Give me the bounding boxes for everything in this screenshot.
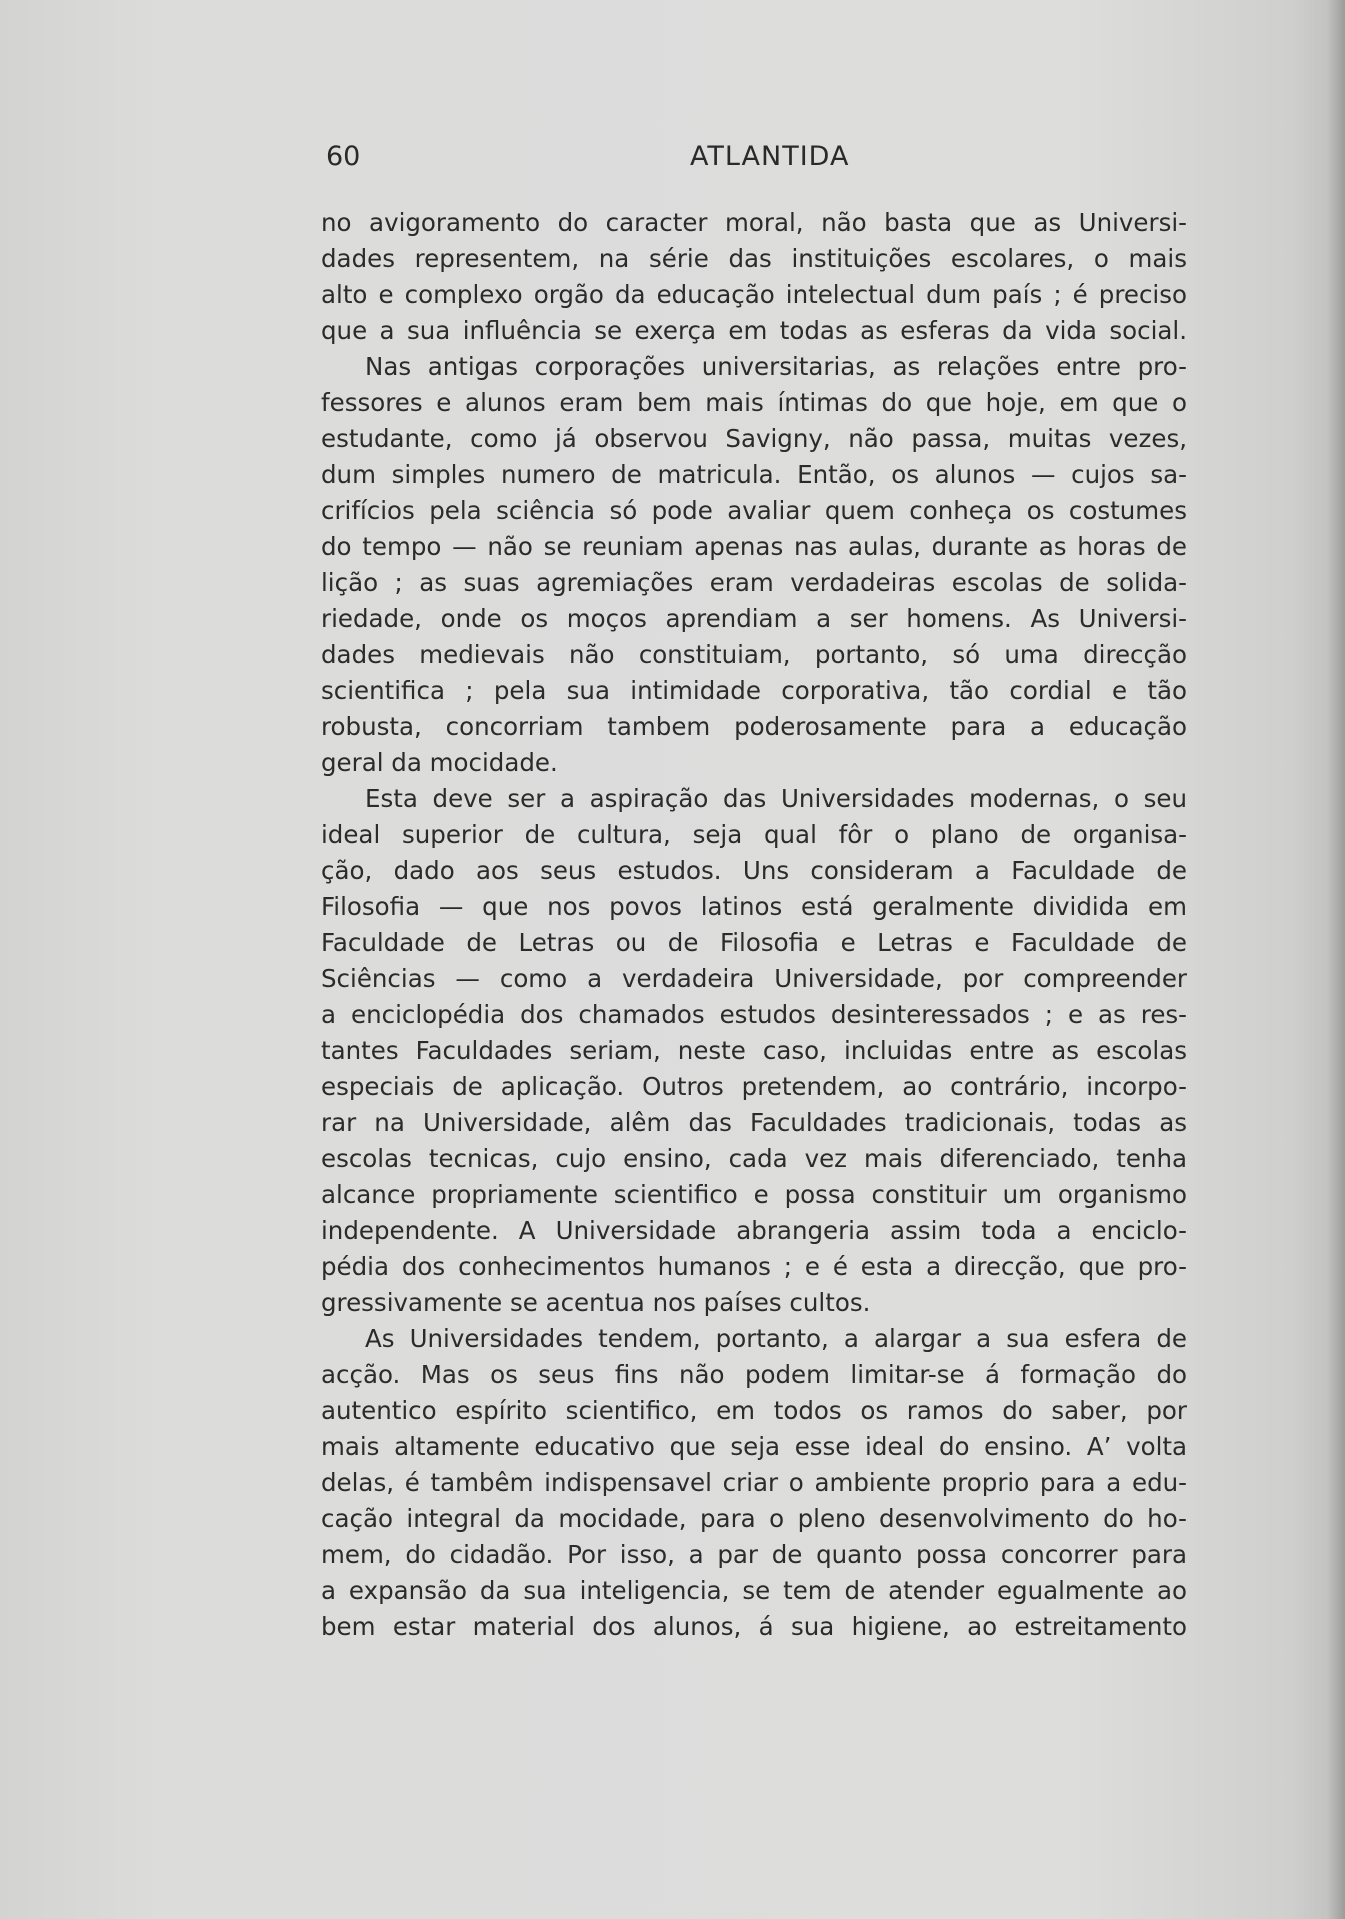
text-line: pédia dos conhecimentos humanos ; e é esta a direcção, que pro- <box>321 1252 1187 1281</box>
text-line: do tempo — não se reuniam apenas nas aulas, durante as horas de <box>321 532 1187 561</box>
text-line: bem estar material dos alunos, á sua higiene, ao estreitamento <box>321 1612 1187 1641</box>
text-line: Nas antigas corporações universitarias, as relações entre pro- <box>365 352 1187 381</box>
text-line: Esta deve ser a aspiração das Universidades modernas, o seu <box>365 784 1187 813</box>
text-line: tantes Faculdades seriam, neste caso, incluidas entre as escolas <box>321 1036 1187 1065</box>
text-line: delas, é tambêm indispensavel criar o ambiente proprio para a edu- <box>321 1468 1187 1497</box>
text-line: acção. Mas os seus fins não podem limitar-se á formação do <box>321 1360 1187 1389</box>
text-line: a expansão da sua inteligencia, se tem de atender egualmente ao <box>321 1576 1187 1605</box>
text-line: Sciências — como a verdadeira Universidade, por compreender <box>321 964 1187 993</box>
text-line: estudante, como já observou Savigny, não passa, muitas vezes, <box>321 424 1187 453</box>
text-line: dades medievais não constituiam, portanto, só uma direcção <box>321 640 1187 669</box>
running-title: ATLANTIDA <box>690 141 850 172</box>
text-line: alcance propriamente scientifico e possa constituir um organismo <box>321 1180 1187 1209</box>
text-line: que a sua influência se exerça em todas as esferas da vida social. <box>321 316 1187 345</box>
text-line: a enciclopédia dos chamados estudos desinteressados ; e as res- <box>321 1000 1187 1029</box>
text-line: escolas tecnicas, cujo ensino, cada vez mais diferenciado, tenha <box>321 1144 1187 1173</box>
text-line: dum simples numero de matricula. Então, os alunos — cujos sa- <box>321 460 1187 489</box>
text-line: autentico espírito scientifico, em todos os ramos do saber, por <box>321 1396 1187 1425</box>
text-line: robusta, concorriam tambem poderosamente para a educação <box>321 712 1187 741</box>
text-line: As Universidades tendem, portanto, a alargar a sua esfera de <box>365 1324 1187 1353</box>
text-line: mais altamente educativo que seja esse ideal do ensino. A’ volta <box>321 1432 1187 1461</box>
text-line: riedade, onde os moços aprendiam a ser homens. As Universi- <box>321 604 1187 633</box>
text-line: Filosofia — que nos povos latinos está geralmente dividida em <box>321 892 1187 921</box>
text-line: dades representem, na série das instituições escolares, o mais <box>321 244 1187 273</box>
text-line: scientifica ; pela sua intimidade corporativa, tão cordial e tão <box>321 676 1187 705</box>
text-line: ção, dado aos seus estudos. Uns consideram a Faculdade de <box>321 856 1187 885</box>
text-line: lição ; as suas agremiações eram verdadeiras escolas de solida- <box>321 568 1187 597</box>
text-line: mem, do cidadão. Por isso, a par de quanto possa concorrer para <box>321 1540 1187 1569</box>
running-head <box>326 141 1321 181</box>
text-line: gressivamente se acentua nos países cultos. <box>321 1288 871 1317</box>
text-line: geral da mocidade. <box>321 748 558 777</box>
page-number: 60 <box>326 141 361 172</box>
text-line: independente. A Universidade abrangeria assim toda a enciclo- <box>321 1216 1187 1245</box>
text-line: crifícios pela sciência só pode avaliar quem conheça os costumes <box>321 496 1187 525</box>
text-line: especiais de aplicação. Outros pretendem, ao contrário, incorpo- <box>321 1072 1187 1101</box>
page-edge-shadow <box>1327 0 1345 1919</box>
text-line: Faculdade de Letras ou de Filosofia e Letras e Faculdade de <box>321 928 1187 957</box>
text-line: alto e complexo orgão da educação intelectual dum país ; é preciso <box>321 280 1187 309</box>
text-line: fessores e alunos eram bem mais íntimas do que hoje, em que o <box>321 388 1187 417</box>
text-line: no avigoramento do caracter moral, não basta que as Universi- <box>321 208 1187 237</box>
text-line: cação integral da mocidade, para o pleno desenvolvimento do ho- <box>321 1504 1187 1533</box>
text-line: rar na Universidade, alêm das Faculdades tradicionais, todas as <box>321 1108 1187 1137</box>
text-line: ideal superior de cultura, seja qual fôr o plano de organisa- <box>321 820 1187 849</box>
body-text <box>321 205 1187 1825</box>
